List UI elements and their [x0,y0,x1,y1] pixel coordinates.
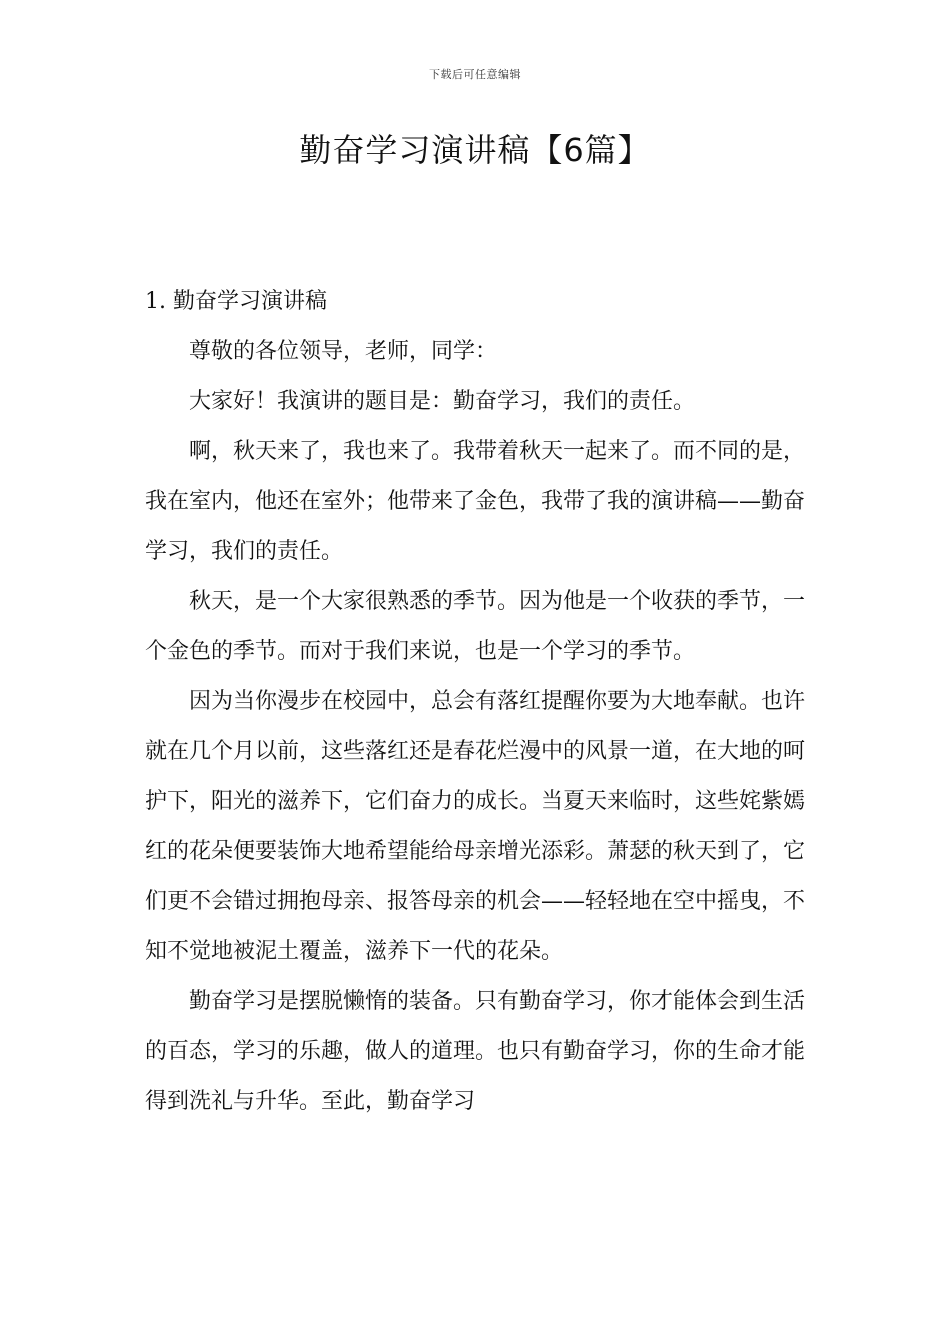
paragraph: 秋天，是一个大家很熟悉的季节。因为他是一个收获的季节，一个金色的季节。而对于我们来说，也是一个学习的季节。 [145,589,806,664]
document-body [145,277,805,1127]
paragraph-greeting: 大家好！我演讲的题目是：勤奋学习，我们的责任。 [189,389,696,414]
header-note: 下载后可任意编辑 [429,68,521,81]
paragraph-salutation: 尊敬的各位领导，老师，同学： [189,339,498,364]
paragraph: 因为当你漫步在校园中，总会有落红提醒你要为大地奉献。也许就在几个月以前，这些落红还是春花烂漫中的风景一道，在大地的呵护下，阳光的滋养下，它们奋力的成长。当夏天来临时，这些姹紫嫣红的花朵便要装饰大地希望能给母亲增光添彩。萧瑟的秋天到了，它们更不会错过拥抱母亲、报答母亲的机会——轻轻地在空中摇曳，不知不觉地被泥土覆盖，滋养下一代的花朵。 [145,689,806,964]
section-heading: 1. 勤奋学习演讲稿 [145,289,327,314]
paragraph: 啊，秋天来了，我也来了。我带着秋天一起来了。而不同的是，我在室内，他还在室外；他带来了金色，我带了我的演讲稿——勤奋学习，我们的责任。 [145,439,806,564]
document-title: 勤奋学习演讲稿【6篇】 [299,131,651,169]
paragraph: 勤奋学习是摆脱懒惰的装备。只有勤奋学习，你才能体会到生活的百态，学习的乐趣，做人的道理。也只有勤奋学习，你的生命才能得到洗礼与升华。至此，勤奋学习 [145,989,806,1114]
